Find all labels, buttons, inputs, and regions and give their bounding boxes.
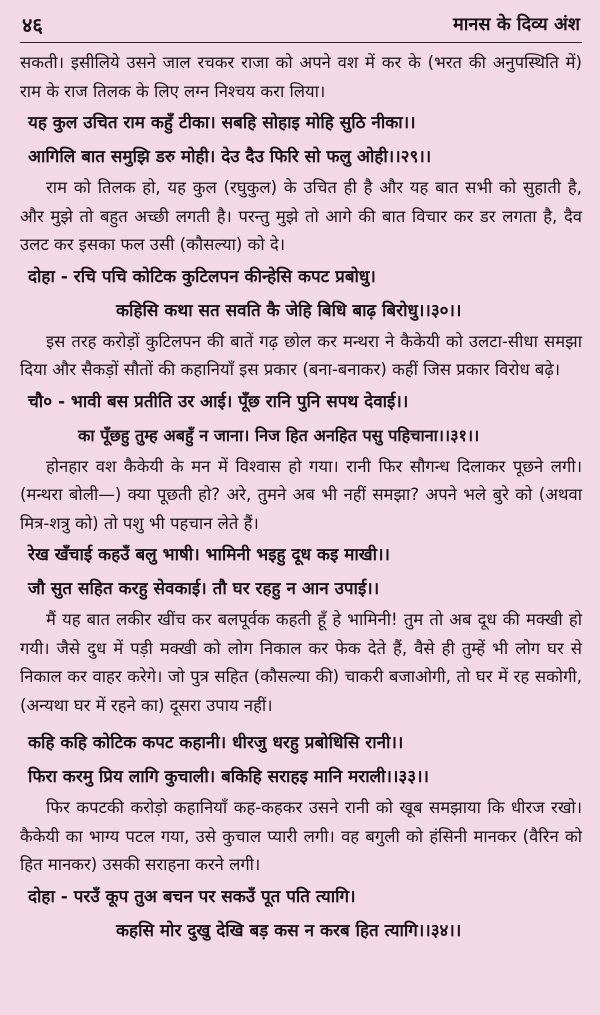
verse-line-5b: फिरा करमु प्रिय लागि कुचाली। बकिहि सराहइ मानि मराली।।३३।। — [28, 767, 429, 787]
verse-line-4a: रेख खँचाई कहउँ बलु भाषी। भामिनी भइहु दूध कइ माखी।। — [28, 545, 390, 565]
prose-paragraph-4: होनहार वश कैकेयी के मन में विश्वास हो गया। रानी फिर सौगन्ध दिलाकर पूछने लगी। (मन्थरा बोली—) क्या पूछती हो? अरे, तुमने अब भी नहीं समझा? अपने भले बुरे को (अथवा मित्र-शत्रु को) तो पशु भी पहचान लेते हैं। — [20, 456, 582, 533]
page-header — [20, 8, 582, 43]
page-number: ४६ — [22, 13, 43, 37]
prose-paragraph-2: राम को तिलक हो, यह कुल (रघुकुल) के उचित ही है और यह बात सभी को सुहाती है, और मुझे तो बहुत अच्छी लगती है। परन्तु मुझे तो आगे की बात विचार कर डर लगता है, दैव उलट कर इसका फल उसी (कौसल्या) को दे। — [20, 178, 582, 254]
verse-line-2b: कहिसि कथा सत सवति कै जेहि बिधि बाढ़ बिरोधु।।३०।। — [116, 300, 462, 321]
verse-line-3a: चौ० - भावी बस प्रतीति उर आई। पूँछ रानि पुनि सपथ देवाई।। — [28, 391, 409, 412]
verse-line-6a: दोहा - परउँ कूप तुअ बचन पर सकउँ पूत पति त्यागि। — [28, 886, 356, 907]
prose-paragraph-5: मैं यह बात लकीर खींच कर बलपूर्वक कहती हूँ हे भामिनी! तुम तो अब दूध की मक्खी हो गयी। जैसे दुध में पड़ी मक्खी को लोग निकाल कर फेक देते हैं, वैसे ही तुम्हें भी लोग घर से निकाल कर वाहर करेगे। जो पुत्र सहित (कौसल्या की) चाकरी बजाओगी, तो घर में रह सकोगी, (अन्यथा घर में रहने का) दूसरा उपाय नहीं। — [20, 610, 582, 715]
verse-line-2a: दोहा - रचि पचि कोटिक कुटिलपन कीन्हेसि कपट प्रबोधु। — [28, 266, 376, 287]
verse-line-5a: कहि कहि कोटिक कपट कहानी। धीरजु धरहु प्रबोधिसि रानी।। — [28, 733, 404, 753]
prose-paragraph-3: इस तरह करोड़ों कुटिलपन की बातें गढ़ छोल कर मन्थरा ने कैकेयी को उलटा-सीधा समझा दिया और सैकड़ों सौतों की कहानियाँ इस प्रकार (बना-बनाकर) कहीं जिस प्रकार विरोध बढ़े। — [20, 331, 582, 379]
verse-line-3b: का पूँछहु तुम्ह अबहुँ न जाना। निज हित अनहित पसु पहिचाना।।३१।। — [78, 425, 480, 445]
verse-line-1a: यह कुल उचित राम कहुँ टीका। सबहि सोहाइ मोहि सुठि नीका।। — [28, 113, 416, 133]
verse-line-4b: जौ सुत सहित करहु सेवकाई। तौ घर रहहु न आन उपाई।। — [28, 579, 380, 599]
verse-line-6b: कहसि मोर दुखु देखि बड़ कस न करब हित त्यागि।।३४।। — [116, 920, 462, 941]
running-title: मानस के दिव्य अंश — [452, 14, 580, 35]
verse-line-1b: आगिलि बात समुझि डरु मोही। देउ दैउ फिरि सो फलु ओही।।२९।। — [28, 147, 432, 167]
prose-paragraph-1: सकती। इसीलिये उसने जाल रचकर राजा को अपने वश में कर के (भरत की अनुपस्थिति में) राम के राज तिलक के लिए लग्न निश्चय करा लिया। — [20, 53, 582, 101]
prose-paragraph-6: फिर कपटकी करोड़ो कहानियाँ कह-कहकर उसने रानी को खूब समझाया कि धीरज रखो। कैकेयी का भाग्य पटल गया, उसे कुचाल प्यारी लगी। वह बगुली को हंसिनी मानकर (वैरिन को हित मानकर) उसकी सराहना करने लगी। — [20, 798, 582, 874]
